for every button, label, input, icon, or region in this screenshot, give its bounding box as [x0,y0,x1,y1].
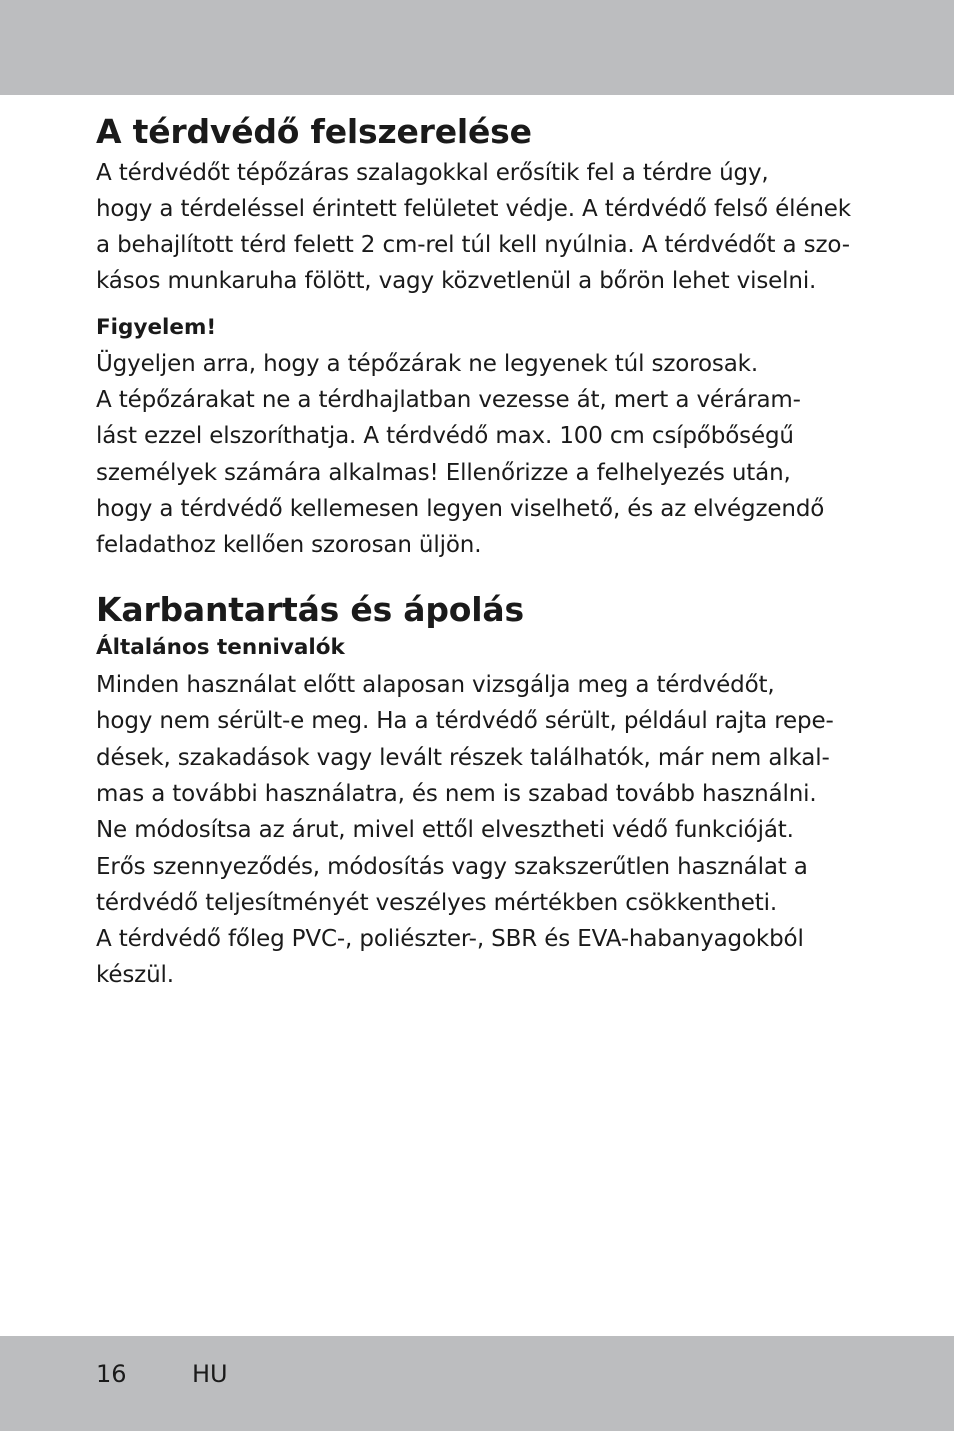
paragraph-line: Erős szennyeződés, módosítás vagy szakszerűtlen használat a [96,854,808,880]
paragraph-line: mas a további használatra, és nem is szabad tovább használni. [96,781,817,807]
paragraph-line: térdvédő teljesítményét veszélyes mértékben csökkentheti. [96,890,777,916]
warning-heading: Figyelem! [96,315,217,340]
section-title-installation: A térdvédő felszerelése [96,112,532,151]
top-band [0,0,954,95]
paragraph-line: a behajlított térd felett 2 cm-rel túl kell nyúlnia. A térdvédőt a szo- [96,232,850,258]
paragraph-line: Ne módosítsa az árut, mivel ettől elvesztheti védő funkcióját. [96,817,794,843]
paragraph-line: kásos munkaruha fölött, vagy közvetlenül a bőrön lehet viselni. [96,268,817,294]
warning-line: A tépőzárakat ne a térdhajlatban vezesse át, mert a véráram- [96,387,801,413]
paragraph-line: készül. [96,962,174,988]
paragraph-line: Minden használat előtt alaposan vizsgálja meg a térdvédőt, [96,672,775,698]
language-code: HU [192,1360,228,1388]
warning-line: személyek számára alkalmas! Ellenőrizze a felhelyezés után, [96,460,791,486]
paragraph-line: A térdvédőt tépőzáras szalagokkal erősítik fel a térdre úgy, [96,160,769,186]
subsection-heading: Általános tennivalók [96,635,345,660]
page-number: 16 [96,1360,127,1388]
bottom-band [0,1336,954,1431]
warning-line: hogy a térdvédő kellemesen legyen viselhető, és az elvégzendő [96,496,825,522]
section-title-maintenance: Karbantartás és ápolás [96,590,524,629]
warning-line: lást ezzel elszoríthatja. A térdvédő max. 100 cm csípőbőségű [96,423,794,449]
warning-line: Ügyeljen arra, hogy a tépőzárak ne legyenek túl szorosak. [96,351,758,377]
paragraph-line: dések, szakadások vagy levált részek találhatók, már nem alkal- [96,745,830,771]
paragraph-line: A térdvédő főleg PVC-, poliészter-, SBR és EVA-habanyagokból [96,926,804,952]
paragraph-line: hogy nem sérült-e meg. Ha a térdvédő sérült, például rajta repe- [96,708,834,734]
warning-line: feladathoz kellően szorosan üljön. [96,532,482,558]
paragraph-line: hogy a térdeléssel érintett felületet védje. A térdvédő felső élének [96,196,851,222]
